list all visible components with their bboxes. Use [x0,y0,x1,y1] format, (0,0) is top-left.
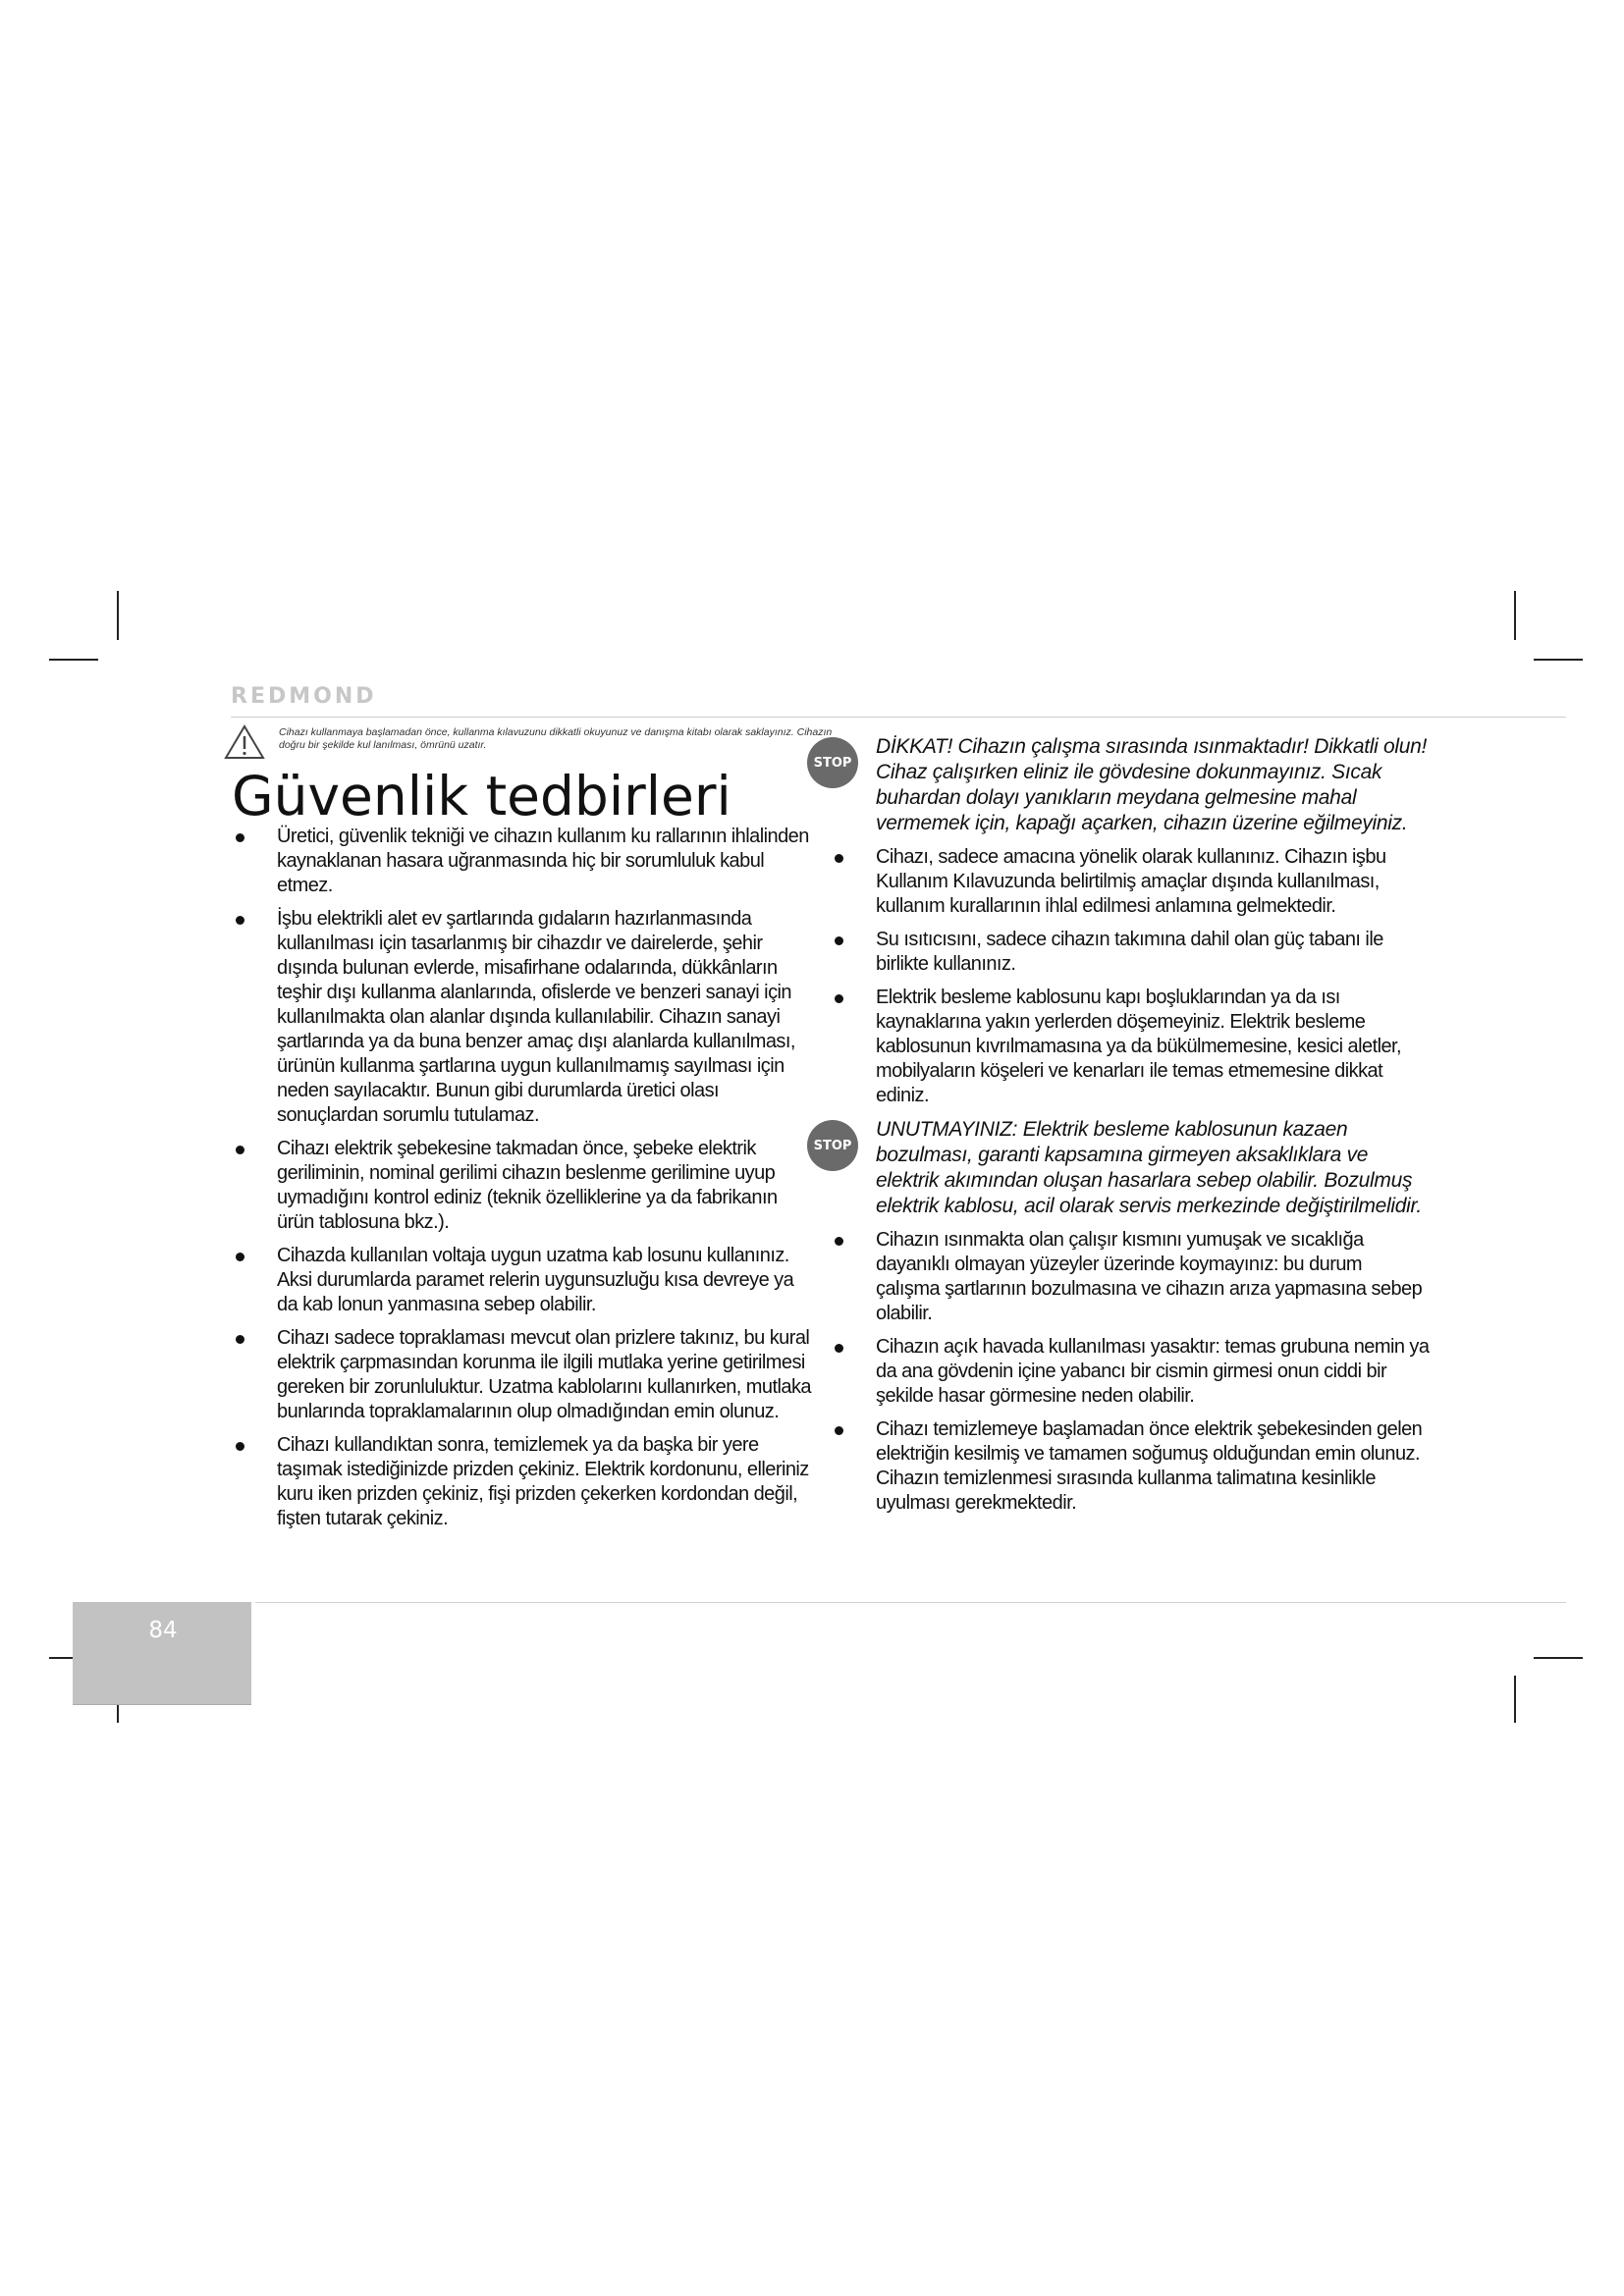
list-item-text: Cihazı elektrik şebekesine takmadan önce, şebeke elektrik geriliminin, nominal gerilimi cihazın beslenme gerilimine uyup uymadığını kontrol ediniz (teknik özelliklerine ya da fabrikanın ürün tablosuna bkz.). [277,1138,778,1233]
list-item [831,986,1430,1108]
stop-warning [813,1117,1430,1219]
footer-divider [255,1602,1566,1603]
list-item-text: Cihazın açık havada kullanılması yasaktır: temas grubuna nemin ya da ana gövdenin içine yabancı bir cismin girmesi onun ciddi bir şekilde hasar görmesine neden olabilir. [876,1336,1430,1407]
header-divider [231,717,1566,718]
crop-mark-top-left-v [117,591,119,640]
list-item-text: Cihazı sadece topraklaması mevcut olan prizlere takınız, bu kural elektrik çarpmasından korunma ile ilgili mutlaka yerine getirilmesi gereken bir zorunluluktur. Uzatma kablolarını kullanırken, mutlaka bunlarında topraklamalarının olup olmadığından emin olunuz. [277,1327,811,1422]
list-item [831,928,1430,977]
list-item [831,1335,1430,1409]
list-item-text: Cihazı kullandıktan sonra, temizlemek ya da başka bir yere taşımak istediğinizde prizden çekiniz. Elektrik kordonunu, elleriniz kuru iken prizden çekiniz, fişi prizden çekerken kordondan değil, fişten tutarak çekiniz. [277,1434,809,1529]
list-item-text: Cihazı, sadece amacına yönelik olarak kullanınız. Cihazın işbu Kullanım Kılavuzunda belirtilmiş amaçlar dışında kullanılması, kullanım kurallarının ihlal edilmesi anlamına gelmektedir. [876,846,1386,917]
list-item [232,907,811,1128]
left-column [232,825,811,1540]
bullet-icon [236,1335,244,1344]
list-item [232,825,811,898]
crop-mark-bottom-right-v [1514,1676,1516,1723]
bullet-icon [835,1344,843,1353]
bullet-icon [236,1442,244,1451]
bullet-icon [236,916,244,925]
right-column [813,734,1430,1524]
list-item-text: Cihazın ısınmakta olan çalışır kısmını yumuşak ve sıcaklığa dayanıklı olmayan yüzeyler üzerinde koymayınız: bu durum çalışma şartlarının bozulmasına ve cihazın arıza yapmasına sebep olabilir. [876,1229,1423,1324]
stop-icon: STOP [807,1120,858,1171]
bullet-icon [835,936,843,945]
list-item-text: Su ısıtıcısını, sadece cihazın takımına dahil olan güç tabanı ile birlikte kullanınız. [876,929,1383,975]
brand-logo: REDMOND [231,684,377,709]
list-item-text: Cihazı temizlemeye başlamadan önce elektrik şebekesinden gelen elektriğin kesilmiş ve tamamen soğumuş olduğundan emin olunuz. Cihazın temizlenmesi sırasında kullanma talimatına kesinlikle uyulması gerekmektedir. [876,1418,1423,1514]
page-number: 84 [148,1618,178,1643]
stop-warning-text: DİKKAT! Cihazın çalışma sırasında ısınmaktadır! Dikkatli olun! Cihaz çalışırken eliniz ile gövdesine dokunmayınız. Sıcak buhardan dolayı yanıkların meydana gelmesine mahal vermemek için, kapağı açarken, cihazın üzerine eğilmeyiniz. [876,735,1428,834]
crop-mark-top-right-v [1514,591,1516,640]
crop-mark-top-left-h [49,659,98,661]
crop-mark-bottom-right-h [1534,1657,1583,1659]
list-item [831,845,1430,919]
page-number-tab [73,1602,251,1705]
warning-note-text: Cihazı kullanmaya başlamadan önce, kullanma kılavuzunu dikkatli okuyunuz ve danışma kitabı olarak saklayınız. Cihazın doğru bir şekilde kul lanılması, ömrünü uzatır. [279,726,833,751]
stop-warning [813,734,1430,836]
list-item-text: Üretici, güvenlik tekniği ve cihazın kullanım ku rallarının ihlalinden kaynaklanan hasara uğranmasında hiç bir sorumluluk kabul etmez. [277,826,809,896]
list-item-text: Elektrik besleme kablosunu kapı boşluklarından ya da ısı kaynaklarına yakın yerlerden döşemeyiniz. Elektrik besleme kablosunun kıvrılmamasına ya da bükülmemesine, kesici aletler, mobilyaların köşeleri ve kenarları ile temas etmemesine dikkat ediniz. [876,987,1402,1106]
list-item-text: İşbu elektrikli alet ev şartlarında gıdaların hazırlanmasında kullanılması için tasarlanmış bir cihazdır ve dairelerde, şehir dışında bulunan evlerde, misafirhane odalarında, dükkânların teşhir dışı kullanma alanlarında, ofislerde ve benzeri sanayi için kullanılmakta olan alanlar dışında kullanılabilir. Cihazın sanayi şartlarında ya da buna benzer amaç dışı alanlarda kullanılması, ürünün kullanma şartlarına uygun kullanılmamış sayılması için neden sayılacaktır. Bunun gibi durumlarda üretici olası sonuçlardan sorumlu tutulamaz. [277,908,795,1126]
bullet-icon [835,1237,843,1246]
crop-mark-top-right-h [1534,659,1583,661]
bullet-icon [835,854,843,863]
warning-triangle-icon [224,724,265,760]
page-title: Güvenlik tedbirleri [232,765,731,828]
list-item-text: Cihazda kullanılan voltaja uygun uzatma kab losunu kullanınız. Aksi durumlarda paramet relerin uygunsuzluğu kısa devreye ya da kab lonun yanmasına sebep olabilir. [277,1245,794,1315]
list-item [232,1326,811,1424]
list-item [831,1417,1430,1516]
list-item [232,1433,811,1531]
stop-icon: STOP [807,737,858,788]
bullet-icon [236,833,244,842]
stop-warning-text: UNUTMAYINIZ: Elektrik besleme kablosunun kazaen bozulması, garanti kapsamına girmeyen aksaklıklara ve elektrik akımından oluşan hasarlara sebep olabilir. Bozulmuş elektrik kablosu, acil olarak servis merkezinde değiştirilmelidir. [876,1118,1422,1217]
list-item [232,1244,811,1317]
bullet-icon [236,1253,244,1261]
bullet-icon [835,1426,843,1435]
bullet-icon [236,1146,244,1154]
list-item [232,1137,811,1235]
bullet-icon [835,994,843,1003]
list-item [831,1228,1430,1326]
